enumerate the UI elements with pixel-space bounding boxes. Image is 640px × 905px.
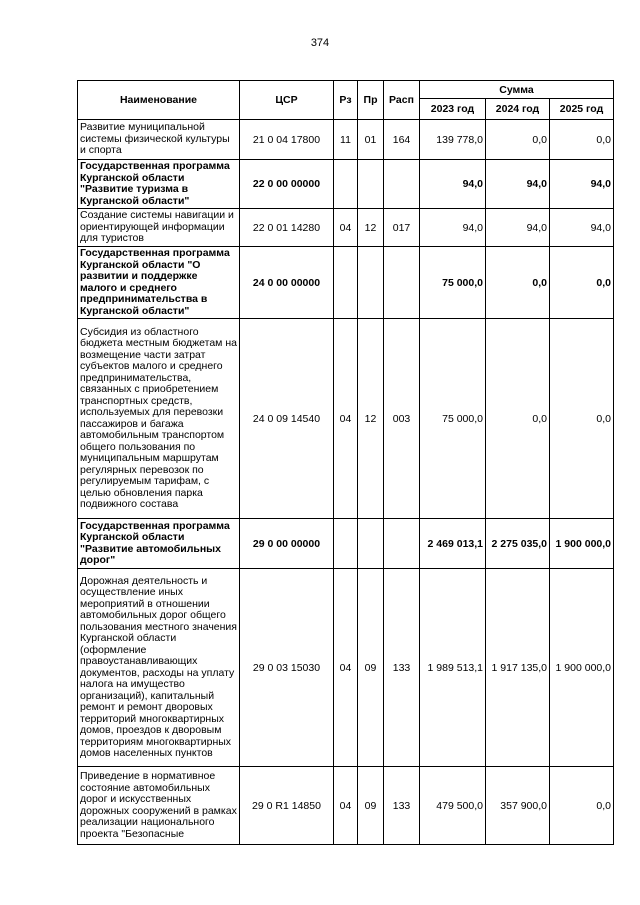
table-row [78, 120, 614, 160]
row-2024: 94,0 [486, 209, 550, 247]
row-2023: 75 000,0 [420, 247, 486, 319]
row-rasp: 133 [384, 569, 420, 767]
table-row [78, 209, 614, 247]
row-2025: 0,0 [550, 247, 614, 319]
header-2025: 2025 год [550, 99, 614, 120]
row-rz: 04 [334, 319, 358, 519]
table-row [78, 319, 614, 519]
row-pr: 12 [358, 319, 384, 519]
header-rasp: Расп [384, 81, 420, 120]
table-row [78, 247, 614, 319]
row-rasp: 164 [384, 120, 420, 160]
row-2023: 75 000,0 [420, 319, 486, 519]
row-2025: 94,0 [550, 160, 614, 209]
row-pr [358, 247, 384, 319]
row-2024: 0,0 [486, 120, 550, 160]
row-2024: 0,0 [486, 319, 550, 519]
page-number: 374 [310, 37, 330, 49]
row-rz [334, 160, 358, 209]
row-2023: 94,0 [420, 160, 486, 209]
row-csr: 29 0 00 00000 [240, 519, 334, 569]
row-2025: 0,0 [550, 767, 614, 845]
row-csr: 29 0 03 15030 [240, 569, 334, 767]
row-csr: 21 0 04 17800 [240, 120, 334, 160]
row-rz [334, 247, 358, 319]
row-rasp: 133 [384, 767, 420, 845]
row-2023: 94,0 [420, 209, 486, 247]
row-csr: 29 0 R1 14850 [240, 767, 334, 845]
header-2024: 2024 год [486, 99, 550, 120]
row-2023: 2 469 013,1 [420, 519, 486, 569]
row-name: Государственная программа Курганской области "Развитие туризма в Курганской области" [78, 160, 240, 209]
row-csr: 24 0 00 00000 [240, 247, 334, 319]
row-2025: 1 900 000,0 [550, 569, 614, 767]
header-2023: 2023 год [420, 99, 486, 120]
row-2023: 479 500,0 [420, 767, 486, 845]
row-2025: 0,0 [550, 120, 614, 160]
row-rasp [384, 519, 420, 569]
row-pr: 09 [358, 569, 384, 767]
row-name: Государственная программа Курганской области "О развитии и поддержке малого и среднего предпринимательства в Курганской области" [78, 247, 240, 319]
row-rz [334, 519, 358, 569]
budget-table [77, 80, 614, 845]
header-sum: Сумма [420, 81, 614, 99]
row-rasp [384, 247, 420, 319]
row-2025: 1 900 000,0 [550, 519, 614, 569]
row-pr: 01 [358, 120, 384, 160]
row-pr [358, 160, 384, 209]
header-rz: Рз [334, 81, 358, 120]
row-name: Приведение в нормативное состояние автомобильных дорог и искусственных дорожных сооружений в рамках реализации национального проекта "Безопасные [78, 767, 240, 845]
row-2024: 1 917 135,0 [486, 569, 550, 767]
row-rz: 04 [334, 209, 358, 247]
row-2024: 94,0 [486, 160, 550, 209]
row-2025: 0,0 [550, 319, 614, 519]
row-csr: 24 0 09 14540 [240, 319, 334, 519]
row-2024: 357 900,0 [486, 767, 550, 845]
row-rz: 04 [334, 767, 358, 845]
row-pr [358, 519, 384, 569]
row-rz: 11 [334, 120, 358, 160]
row-rasp [384, 160, 420, 209]
header-name: Наименование [78, 81, 240, 120]
row-rasp: 003 [384, 319, 420, 519]
row-2024: 0,0 [486, 247, 550, 319]
row-2024: 2 275 035,0 [486, 519, 550, 569]
table-row [78, 160, 614, 209]
row-name: Создание системы навигации и ориентирующей информации для туристов [78, 209, 240, 247]
table-row [78, 569, 614, 767]
row-pr: 12 [358, 209, 384, 247]
table-row [78, 767, 614, 845]
row-name: Дорожная деятельность и осуществление иных мероприятий в отношении автомобильных дорог общего пользования местного значения Курганской области (оформление правоустанавливающих документов, расходы на уплату налога на имущество организаций), капитальный ремонт и ремонт дворовых территорий многоквартирных домов, проездов к дворовым территориям многоквартирных домов населенных пунктов [78, 569, 240, 767]
header-pr: Пр [358, 81, 384, 120]
table-row [78, 519, 614, 569]
row-name: Государственная программа Курганской области "Развитие автомобильных дорог" [78, 519, 240, 569]
row-name: Субсидия из областного бюджета местным бюджетам на возмещение части затрат субъектов малого и среднего предпринимательства, связанных с приобретением транспортных средств, используемых для перевозки пассажиров и багажа автомобильным транспортом общего пользования по муниципальным маршрутам регулярных перевозок по регулируемым тарифам, с целью обновления парка подвижного состава [78, 319, 240, 519]
row-2023: 1 989 513,1 [420, 569, 486, 767]
row-2023: 139 778,0 [420, 120, 486, 160]
row-name: Развитие муниципальной системы физической культуры и спорта [78, 120, 240, 160]
row-rz: 04 [334, 569, 358, 767]
row-csr: 22 0 01 14280 [240, 209, 334, 247]
row-csr: 22 0 00 00000 [240, 160, 334, 209]
header-csr: ЦСР [240, 81, 334, 120]
row-2025: 94,0 [550, 209, 614, 247]
row-pr: 09 [358, 767, 384, 845]
row-rasp: 017 [384, 209, 420, 247]
